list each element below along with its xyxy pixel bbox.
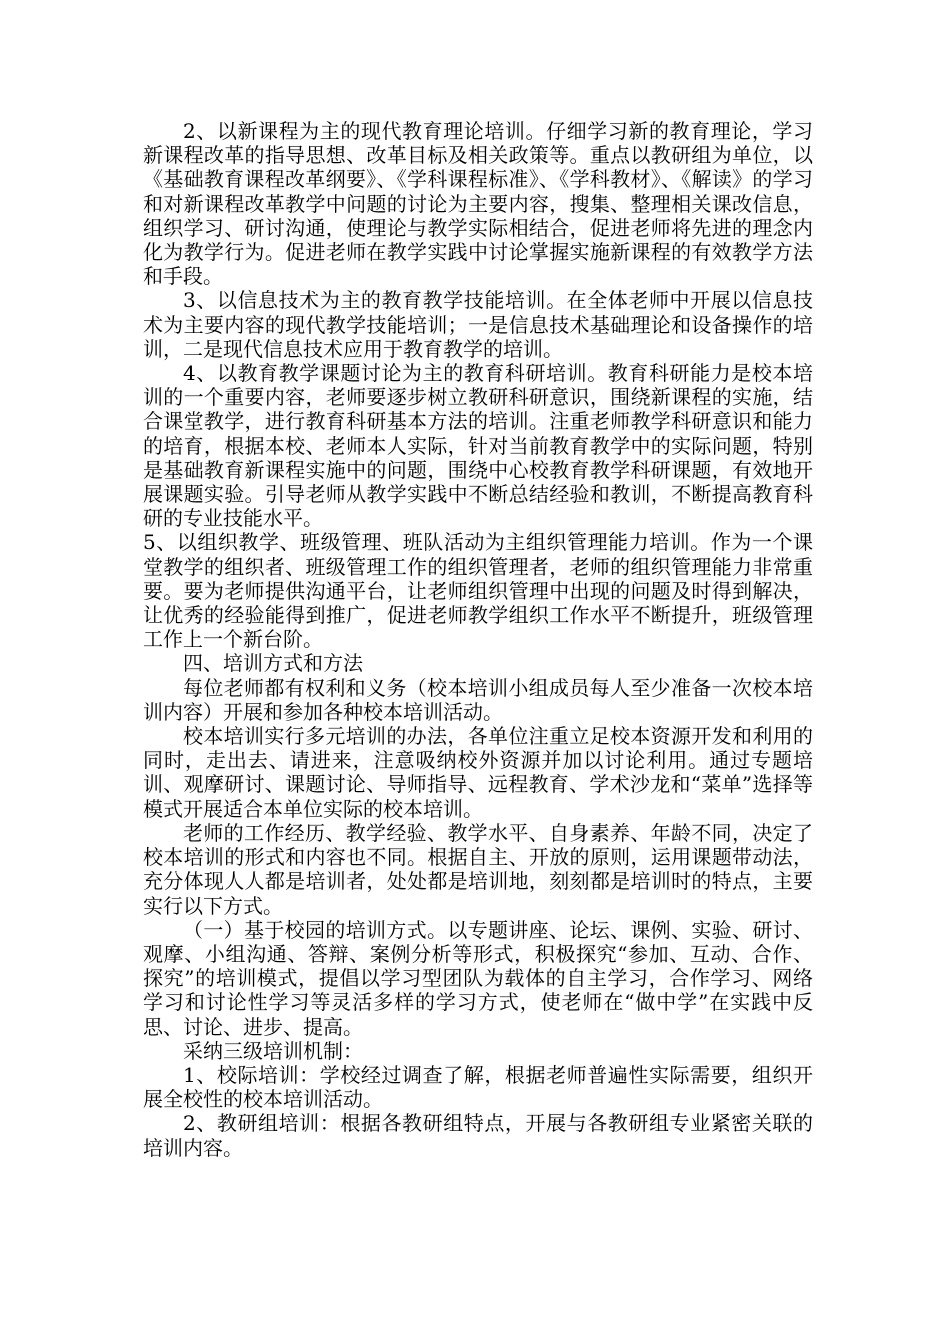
paragraph-campus-based-training: （一）基于校园的培训方式。以专题讲座、论坛、课例、实验、研讨、观摩、小组沟通、答辩、案例分析等形式，积极探究“参加、互动、合作、探究”的培训模式，提倡以学习型团队为载体的自主学习，合作学习、网络学习和讨论性学习等灵活多样的学习方式，使老师在“做中学”在实践中反思、讨论、进步、提高。	[143, 917, 813, 1039]
paragraph-diverse-training: 校本培训实行多元培训的办法，各单位注重立足校本资源开发和利用的同时，走出去、请进来，注意吸纳校外资源并加以讨论利用。通过专题培训、观摩研讨、课题讨论、导师指导、远程教育、学术沙龙和“菜单”选择等模式开展适合本单位实际的校本培训。	[143, 724, 813, 821]
paragraph-information-technology: 3、以信息技术为主的教育教学技能培训。在全体老师中开展以信息技术为主要内容的现代教学技能培训；一是信息技术基础理论和设备操作的培训，二是现代信息技术应用于教育教学的培训。	[143, 288, 813, 361]
paragraph-school-level-training: 1、校际培训：学校经过调查了解，根据老师普遍性实际需要，组织开展全校性的校本培训活动。	[143, 1062, 813, 1112]
paragraph-training-forms: 老师的工作经历、教学经验、教学水平、自身素养、年龄不同，决定了校本培训的形式和内容也不同。根据自主、开放的原则，运用课题带动法，充分体现人人都是培训者，处处都是培训地，刻刻都是培训时的特点，主要实行以下方式。	[143, 820, 813, 918]
document-page	[143, 119, 813, 1160]
paragraph-three-level-mechanism: 采纳三级培训机制：	[183, 1038, 363, 1063]
paragraph-research-training: 4、以教育教学课题讨论为主的教育科研培训。教育科研能力是校本培训的一个重要内容，老师要逐步树立教研科研意识，围绕新课程的实施，结合课堂教学，进行教育科研基本方法的培训。注重老师教学科研意识和能力的培育，根据本校、老师本人实际，针对当前教育教学中的实际问题，特别是基础教育新课程实施中的问题，围绕中心校教育教学科研课题，有效地开展课题实验。引导老师从教学实践中不断总结经验和教训，不断提高教育科研的专业技能水平。	[143, 361, 813, 531]
paragraph-group-level-training: 2、教研组培训：根据各教研组特点，开展与各教研组专业紧密关联的培训内容。	[143, 1111, 813, 1160]
paragraph-new-curriculum-theory: 2、以新课程为主的现代教育理论培训。仔细学习新的教育理论，学习新课程改革的指导思想、改革目标及相关政策等。重点以教研组为单位，以《基础教育课程改革纲要》、《学科课程标准》、《学科教材》、《解读》的学习和对新课程改革教学中问题的讨论为主要内容，搜集、整理相关课改信息，组织学习、研讨沟通，使理论与教学实际相结合，促进老师将先进的理念内化为教学行为。促进老师在教学实践中讨论掌握实施新课程的有效教学方法和手段。	[143, 119, 813, 289]
paragraph-teacher-rights: 每位老师都有权利和义务（校本培训小组成员每人至少准备一次校本培训内容）开展和参加各种校本培训活动。	[143, 675, 813, 724]
section-heading-training-methods: 四、培训方式和方法	[183, 651, 363, 676]
paragraph-management-training: 5、以组织教学、班级管理、班队活动为主组织管理能力培训。作为一个课堂教学的组织者、班级管理工作的组织管理者，老师的组织管理能力非常重要。要为老师提供沟通平台，让老师组织管理中出现的问题及时得到解决，让优秀的经验能得到推广，促进老师教学组织工作水平不断提升，班级管理工作上一个新台阶。	[143, 530, 813, 652]
